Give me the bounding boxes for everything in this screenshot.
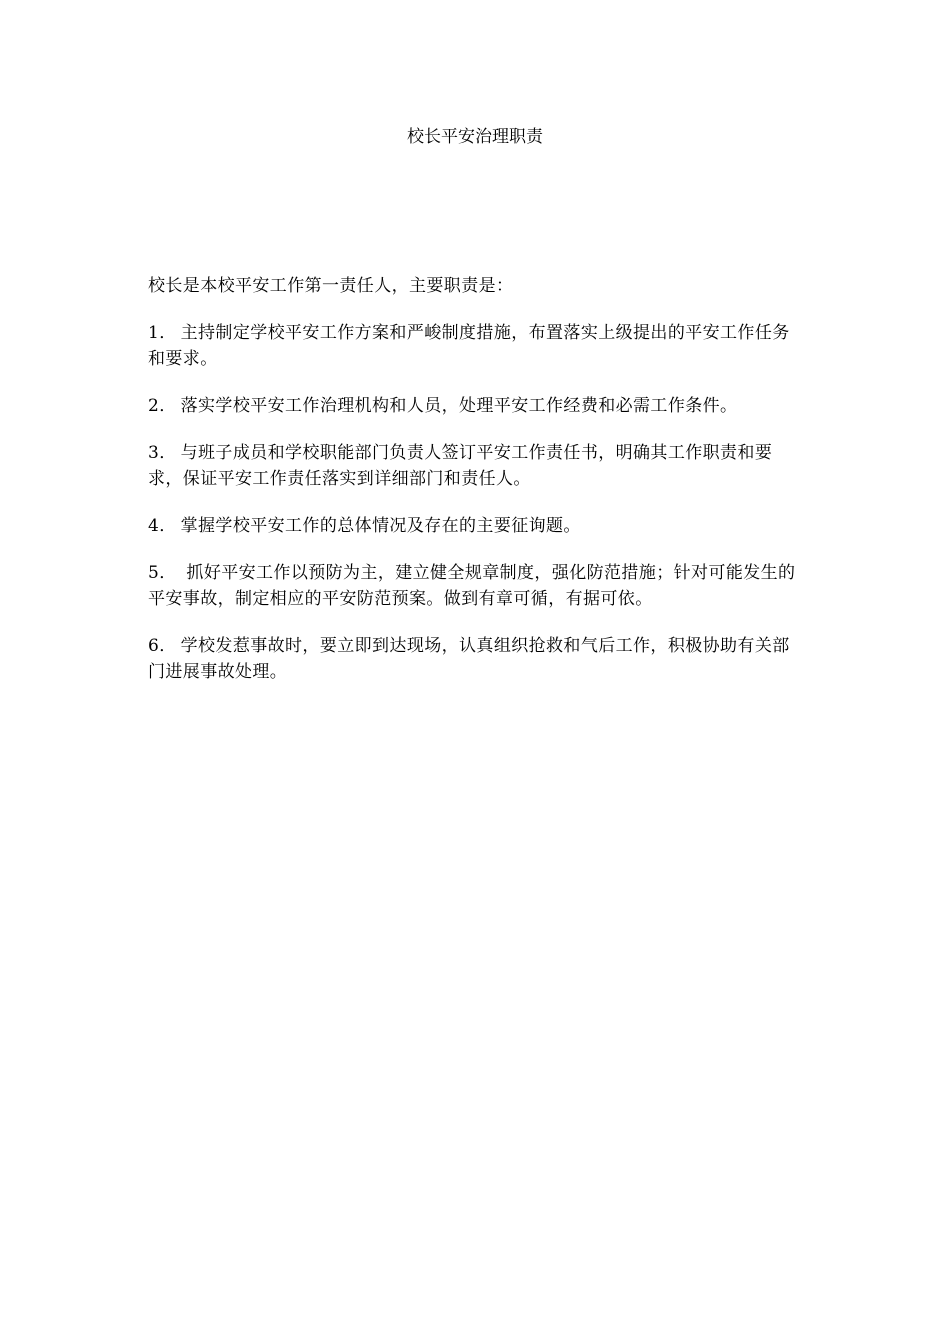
duty-item-6 bbox=[148, 633, 800, 685]
duty-item-text: 学校发惹事故时，要立即到达现场，认真组织抢救和气后工作，积极协助有关部门进展事故处理。 bbox=[148, 636, 790, 682]
duty-item-text: 落实学校平安工作治理机构和人员，处理平安工作经费和必需工作条件。 bbox=[180, 396, 738, 416]
duty-item-number: 5． bbox=[148, 563, 177, 583]
duty-item-text: 抓好平安工作以预防为主，建立健全规章制度，强化防范措施；针对可能发生的平安事故，制定相应的平安防范预案。做到有章可循，有据可依。 bbox=[148, 563, 796, 609]
duty-item-text: 主持制定学校平安工作方案和严峻制度措施，布置落实上级提出的平安工作任务和要求。 bbox=[148, 323, 790, 369]
duty-item-3 bbox=[148, 440, 800, 492]
duty-item-number: 1． bbox=[148, 323, 177, 343]
duty-item-number: 6． bbox=[148, 636, 177, 656]
document-title: 校长平安治理职责 bbox=[407, 127, 543, 147]
duty-item-2 bbox=[148, 393, 800, 419]
duty-item-number: 4． bbox=[148, 516, 177, 536]
duty-item-text: 与班子成员和学校职能部门负责人签订平安工作责任书，明确其工作职责和要求，保证平安工作责任落实到详细部门和责任人。 bbox=[148, 443, 773, 489]
document-body bbox=[148, 273, 800, 706]
duty-item-4 bbox=[148, 513, 800, 539]
duty-item-1 bbox=[148, 320, 800, 372]
intro-paragraph: 校长是本校平安工作第一责任人，主要职责是： bbox=[148, 276, 514, 296]
duty-item-number: 3． bbox=[148, 443, 177, 463]
duty-item-5 bbox=[148, 560, 800, 612]
duty-item-text: 掌握学校平安工作的总体情况及存在的主要征询题。 bbox=[180, 516, 581, 536]
duty-item-number: 2． bbox=[148, 396, 177, 416]
